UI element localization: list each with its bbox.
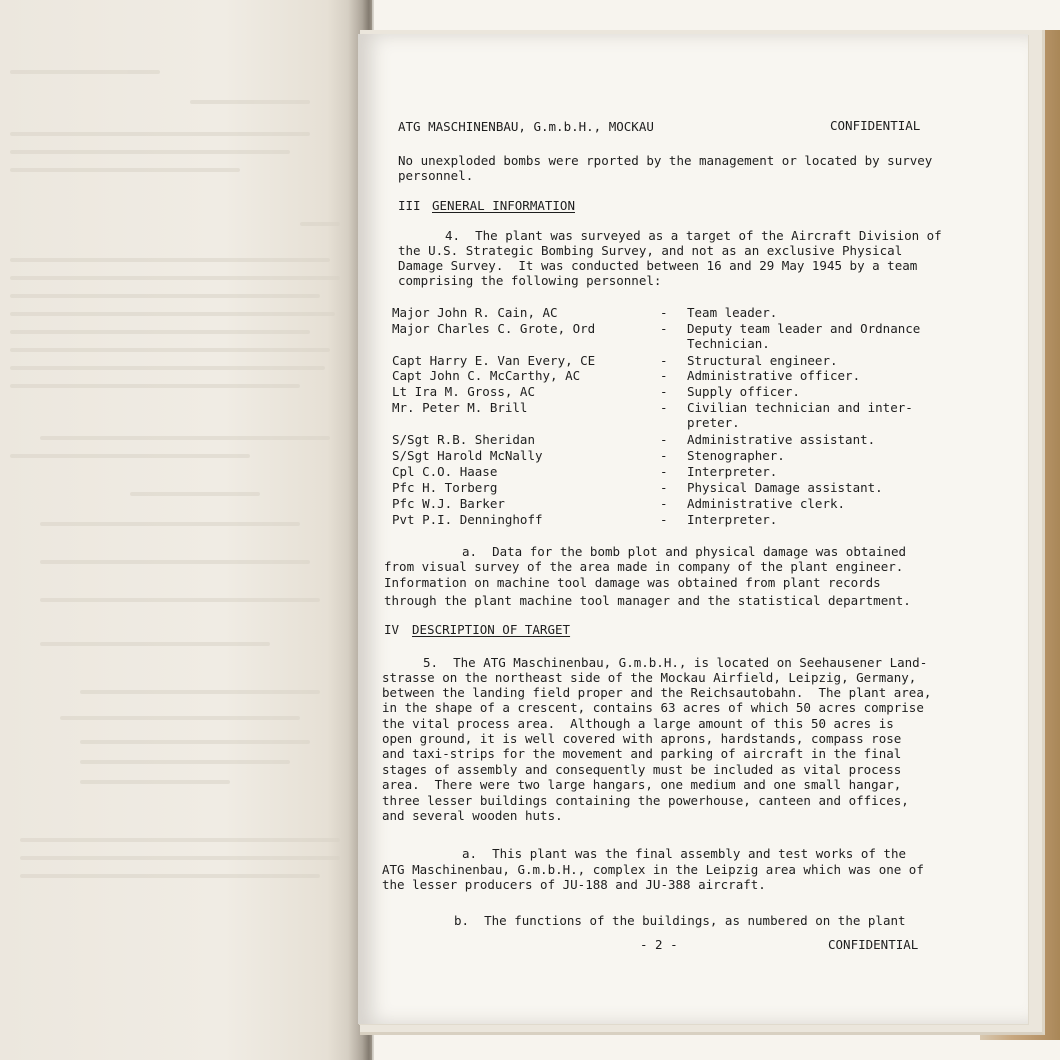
personnel-role: Administrative assistant. bbox=[687, 432, 876, 447]
paragraph-line: through the plant machine tool manager and the statistical department. bbox=[384, 593, 911, 608]
paragraph-line: between the landing field proper and the Reichsautobahn. The plant area, bbox=[382, 685, 932, 700]
personnel-dash: - bbox=[660, 464, 668, 479]
personnel-name: S/Sgt R.B. Sheridan bbox=[392, 432, 535, 447]
personnel-role: preter. bbox=[687, 415, 740, 430]
personnel-dash: - bbox=[660, 512, 668, 527]
personnel-dash: - bbox=[660, 353, 668, 368]
paragraph-line: the U.S. Strategic Bombing Survey, and not as an exclusive Physical bbox=[398, 243, 903, 258]
personnel-name: Mr. Peter M. Brill bbox=[392, 400, 528, 415]
paragraph-line: the vital process area. Although a large amount of this 50 acres is bbox=[382, 716, 894, 731]
personnel-name: Pfc H. Torberg bbox=[392, 480, 498, 495]
personnel-name: Major John R. Cain, AC bbox=[392, 305, 558, 320]
personnel-role: Interpreter. bbox=[687, 464, 778, 479]
paragraph-line: area. There were two large hangars, one medium and one small hangar, bbox=[382, 777, 902, 792]
personnel-role: Interpreter. bbox=[687, 512, 778, 527]
personnel-dash: - bbox=[660, 305, 668, 320]
personnel-dash: - bbox=[660, 321, 668, 336]
personnel-name: Lt Ira M. Gross, AC bbox=[392, 384, 535, 399]
paragraph-line: and taxi-strips for the movement and parking of aircraft in the final bbox=[382, 746, 902, 761]
section-number: IV bbox=[384, 622, 400, 637]
paragraph-line: Information on machine tool damage was obtained from plant records bbox=[384, 575, 881, 590]
personnel-role: Administrative clerk. bbox=[687, 496, 846, 511]
personnel-dash: - bbox=[660, 480, 668, 495]
personnel-role: Supply officer. bbox=[687, 384, 800, 399]
bleed-through-text bbox=[0, 0, 372, 1060]
paragraph-line: b. The functions of the buildings, as numbered on the plant bbox=[454, 913, 906, 928]
personnel-name: Pvt P.I. Denninghoff bbox=[392, 512, 543, 527]
paragraph-line: ATG Maschinenbau, G.m.b.H., complex in the Leipzig area which was one of bbox=[382, 862, 924, 877]
paragraph-line: Damage Survey. It was conducted between 16 and 29 May 1945 by a team bbox=[398, 258, 918, 273]
personnel-role: Administrative officer. bbox=[687, 368, 861, 383]
paragraph-line: comprising the following personnel: bbox=[398, 273, 662, 288]
header-title: ATG MASCHINENBAU, G.m.b.H., MOCKAU bbox=[398, 119, 654, 134]
paragraph-line: a. Data for the bomb plot and physical damage was obtained bbox=[462, 544, 907, 559]
personnel-dash: - bbox=[660, 384, 668, 399]
paragraph-line: stages of assembly and consequently must be included as vital process bbox=[382, 762, 902, 777]
personnel-role: Structural engineer. bbox=[687, 353, 838, 368]
paragraph-line: three lesser buildings containing the powerhouse, canteen and offices, bbox=[382, 793, 909, 808]
paragraph-line: in the shape of a crescent, contains 63 acres of which 50 acres comprise bbox=[382, 700, 924, 715]
paragraph-line: strasse on the northeast side of the Mockau Airfield, Leipzig, Germany, bbox=[382, 670, 917, 685]
paragraph-line: open ground, it is well covered with aprons, hardstands, compass rose bbox=[382, 731, 902, 746]
personnel-dash: - bbox=[660, 496, 668, 511]
paragraph-line: the lesser producers of JU-188 and JU-388 aircraft. bbox=[382, 877, 766, 892]
personnel-dash: - bbox=[660, 432, 668, 447]
paragraph-line: a. This plant was the final assembly and test works of the bbox=[462, 846, 907, 861]
personnel-role: Deputy team leader and Ordnance bbox=[687, 321, 921, 336]
section-heading: GENERAL INFORMATION bbox=[432, 198, 575, 213]
personnel-dash: - bbox=[660, 448, 668, 463]
paragraph-line: and several wooden huts. bbox=[382, 808, 563, 823]
section-heading: DESCRIPTION OF TARGET bbox=[412, 622, 571, 637]
intro-line: No unexploded bombs were rported by the management or located by survey bbox=[398, 153, 933, 168]
header-confidential: CONFIDENTIAL bbox=[830, 118, 921, 133]
personnel-role: Team leader. bbox=[687, 305, 778, 320]
personnel-dash: - bbox=[660, 400, 668, 415]
personnel-role: Physical Damage assistant. bbox=[687, 480, 883, 495]
paragraph-line: from visual survey of the area made in company of the plant engineer. bbox=[384, 559, 904, 574]
left-page bbox=[0, 0, 372, 1060]
paragraph-line: 5. The ATG Maschinenbau, G.m.b.H., is located on Seehausener Land- bbox=[423, 655, 928, 670]
personnel-dash: - bbox=[660, 368, 668, 383]
page-number: - 2 - bbox=[640, 937, 678, 952]
footer-confidential: CONFIDENTIAL bbox=[828, 937, 919, 952]
personnel-role: Civilian technician and inter- bbox=[687, 400, 913, 415]
personnel-role: Stenographer. bbox=[687, 448, 785, 463]
personnel-role: Technician. bbox=[687, 336, 770, 351]
personnel-name: Pfc W.J. Barker bbox=[392, 496, 505, 511]
section-number: III bbox=[398, 198, 421, 213]
paragraph-line: 4. The plant was surveyed as a target of the Aircraft Division of bbox=[445, 228, 942, 243]
personnel-name: Major Charles C. Grote, Ord bbox=[392, 321, 596, 336]
personnel-name: Capt John C. McCarthy, AC bbox=[392, 368, 581, 383]
personnel-name: Capt Harry E. Van Every, CE bbox=[392, 353, 596, 368]
intro-line: personnel. bbox=[398, 168, 474, 183]
personnel-name: S/Sgt Harold McNally bbox=[392, 448, 543, 463]
personnel-name: Cpl C.O. Haase bbox=[392, 464, 498, 479]
